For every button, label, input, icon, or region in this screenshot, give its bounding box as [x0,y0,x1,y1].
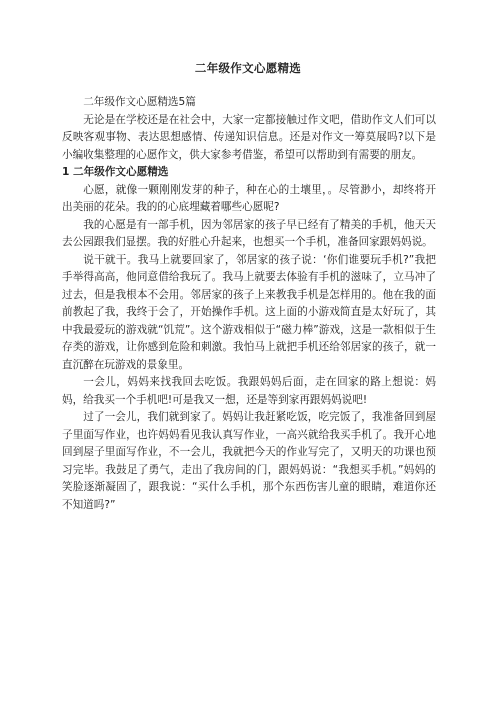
body-paragraph: 一会儿，妈妈来找我回去吃饭。我跟妈妈后面，走在回家的路上想说：妈妈，给我买一个手机吧!可是我又一想，还是等到家再跟妈妈说吧! [62,376,436,406]
document-subtitle: 二年级作文心愿精选5篇 [83,96,196,108]
body-paragraph: 说干就干。我马上就要回家了，邻居家的孩子说：‘你们谁要玩手机?”我把手举得高高，他同意借给我玩了。我马上就要去体验有手机的滋味了，立马冲了过去，但是我根本不会用。邻居家的孩子上来教我手机是怎样用的。他在我的面前教起了我，我终于会了，开始操作手机。这上面的小游戏简直是太好玩了，其中我最爱玩的游戏就“饥荒”。这个游戏相似于“磁力棒”游戏，这是一款相似于生存类的游戏，让你感到危险和刺激。我怕马上就把手机还给邻居家的孩子，就一直沉醉在玩游戏的景象里。 [62,253,436,371]
body-paragraph: 心愿，就像一颗刚刚发芽的种子，种在心的土壤里，。尽管渺小，却终将开出美丽的花朵。我的的心底埋藏着哪些心愿呢? [62,183,436,213]
body-paragraph: 过了一会儿，我们就到家了。妈妈让我赶紧吃饭，吃完饭了，我准备回到屋子里面写作业，也许妈妈看见我认真写作业，一高兴就给我买手机了。我开心地回到屋子里面写作业，不一会儿，我就把今天的作业写完了，又明天的功课也预习完毕。我鼓足了勇气，走出了我房间的门，跟妈妈说：“我想买手机。”妈妈的笑脸逐渐凝固了，跟我说：“买什么手机，那个东西伤害儿童的眼睛，难道你还不知道吗?” [62,411,436,511]
section-heading: 1 二年级作文心愿精选 [62,166,169,178]
document-body [62,94,436,514]
body-paragraph: 我的心愿是有一部手机，因为邻居家的孩子早已经有了精美的手机，他天天去公园跟我们显摆。我的好胜心升起来，也想买一个手机，准备回家跟妈妈说。 [62,218,436,248]
intro-paragraph: 无论是在学校还是在社会中，大家一定都接触过作文吧，借助作文人们可以反映客观事物、表达思想感情、传递知识信息。还是对作文一筹莫展吗?以下是小编收集整理的心愿作文，供大家参考借鉴，希望可以帮助到有需要的朋友。 [62,113,436,161]
page-title: 二年级作文心愿精选 [194,61,302,75]
